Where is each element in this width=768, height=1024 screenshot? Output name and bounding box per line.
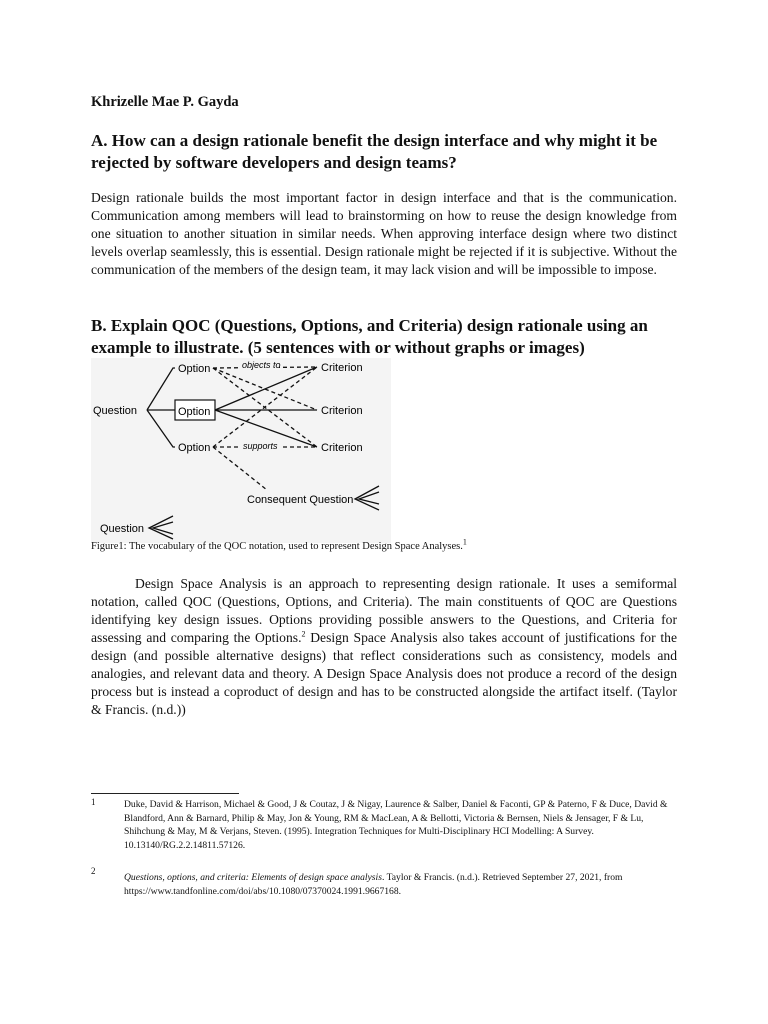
footnote-2-text [124, 871, 677, 898]
question-label: Question [93, 405, 138, 417]
criterion-top-label: Criterion [321, 362, 363, 374]
section-b-heading: B. Explain QOC (Questions, Options, and Criteria) design rationale using an example to illustrate. (5 sentences with or without graphs or images) [91, 316, 648, 357]
footnote-separator [91, 793, 239, 794]
qoc-diagram [91, 358, 391, 543]
body-footnote-ref: 2 [301, 629, 306, 639]
section-a-heading: A. How can a design rationale benefit the design interface and why might it be rejected by software developers and design teams? [91, 131, 658, 172]
option-top-label: Option [178, 363, 211, 375]
figure-caption [91, 537, 467, 552]
footnote-1-text: Duke, David & Harrison, Michael & Good, J & Coutaz, J & Nigay, Laurence & Salber, Daniel & Faconti, GP & Paterno, F & Duce, David & Blandford, Ann & Barnard, Philip & May, Jon & Young, RM & MacLean, A & Bellotti, Victoria & Bernsen, Niels & Jensager, F & Lu, Shihchung & May, M & Verjans, Steven. (1995). Integration Techniques for Multi-Disciplinary HCI Modelling: A Survey. 10.13140/RG.2.2.14811.57126. [124, 799, 668, 851]
consequent-question-label: Consequent Question [247, 494, 354, 506]
section-b-body-part1: Design Space Analysis is an approach to representing design rationale. It uses a semiformal notation, called QOC (Questions, Options, and Criteria). The main constituents of QOC are Questions identifying key design issues. Options providing possible answers to the Questions, and Criteria for assessing and comparing the Options. [91, 576, 677, 645]
supports-label: supports [243, 441, 278, 451]
footnote-2-body: . Taylor & Francis. (n.d.). Retrieved September 27, 2021, from https://www.tandfonline.com/doi/abs/10.1080/07370024.1991.9667168. [124, 872, 623, 897]
question-bottom-label: Question [100, 523, 145, 535]
section-a-body: Design rationale builds the most important factor in design interface and that is the communication. Communication among members will lead to brainstorming on how to reuse the design knowledge from one situation to another situation in similar needs. When approving interface design where two distinct levels overlap seamlessly, this is essential. Design rationale might be rejected if it is subjective. Without the communication of the members of the design team, it may lack vision and will be impossible to impose. [91, 190, 677, 277]
option-mid-label: Option [178, 406, 211, 418]
criterion-bot-label: Criterion [321, 442, 363, 454]
section-b-body-part2: Design Space Analysis also takes account of justifications for the design (and possible alternative designs) that reflect considerations such as consistency, models and analogies, and relevant data and theory. A Design Space Analysis does not produce a record of the design process but is instead a coproduct of design and has to be constructed alongside the artifact itself. (Taylor & Francis. (n.d.)) [91, 630, 677, 717]
footnote-1-mark: 1 [91, 797, 96, 807]
option-bot-label: Option [178, 442, 211, 454]
caption-footnote-ref: 1 [462, 537, 467, 547]
objects-to-label: objects to [242, 360, 281, 370]
author-name: Khrizelle Mae P. Gayda [91, 94, 239, 110]
section-b-body [91, 575, 677, 719]
figure-caption-text: Figure1: The vocabulary of the QOC notation, used to represent Design Space Analyses. [91, 541, 463, 552]
criterion-mid-label: Criterion [321, 405, 363, 417]
footnote-2-title: Questions, options, and criteria: Elements of design space analysis [124, 872, 382, 883]
footnote-2-mark: 2 [91, 866, 96, 876]
